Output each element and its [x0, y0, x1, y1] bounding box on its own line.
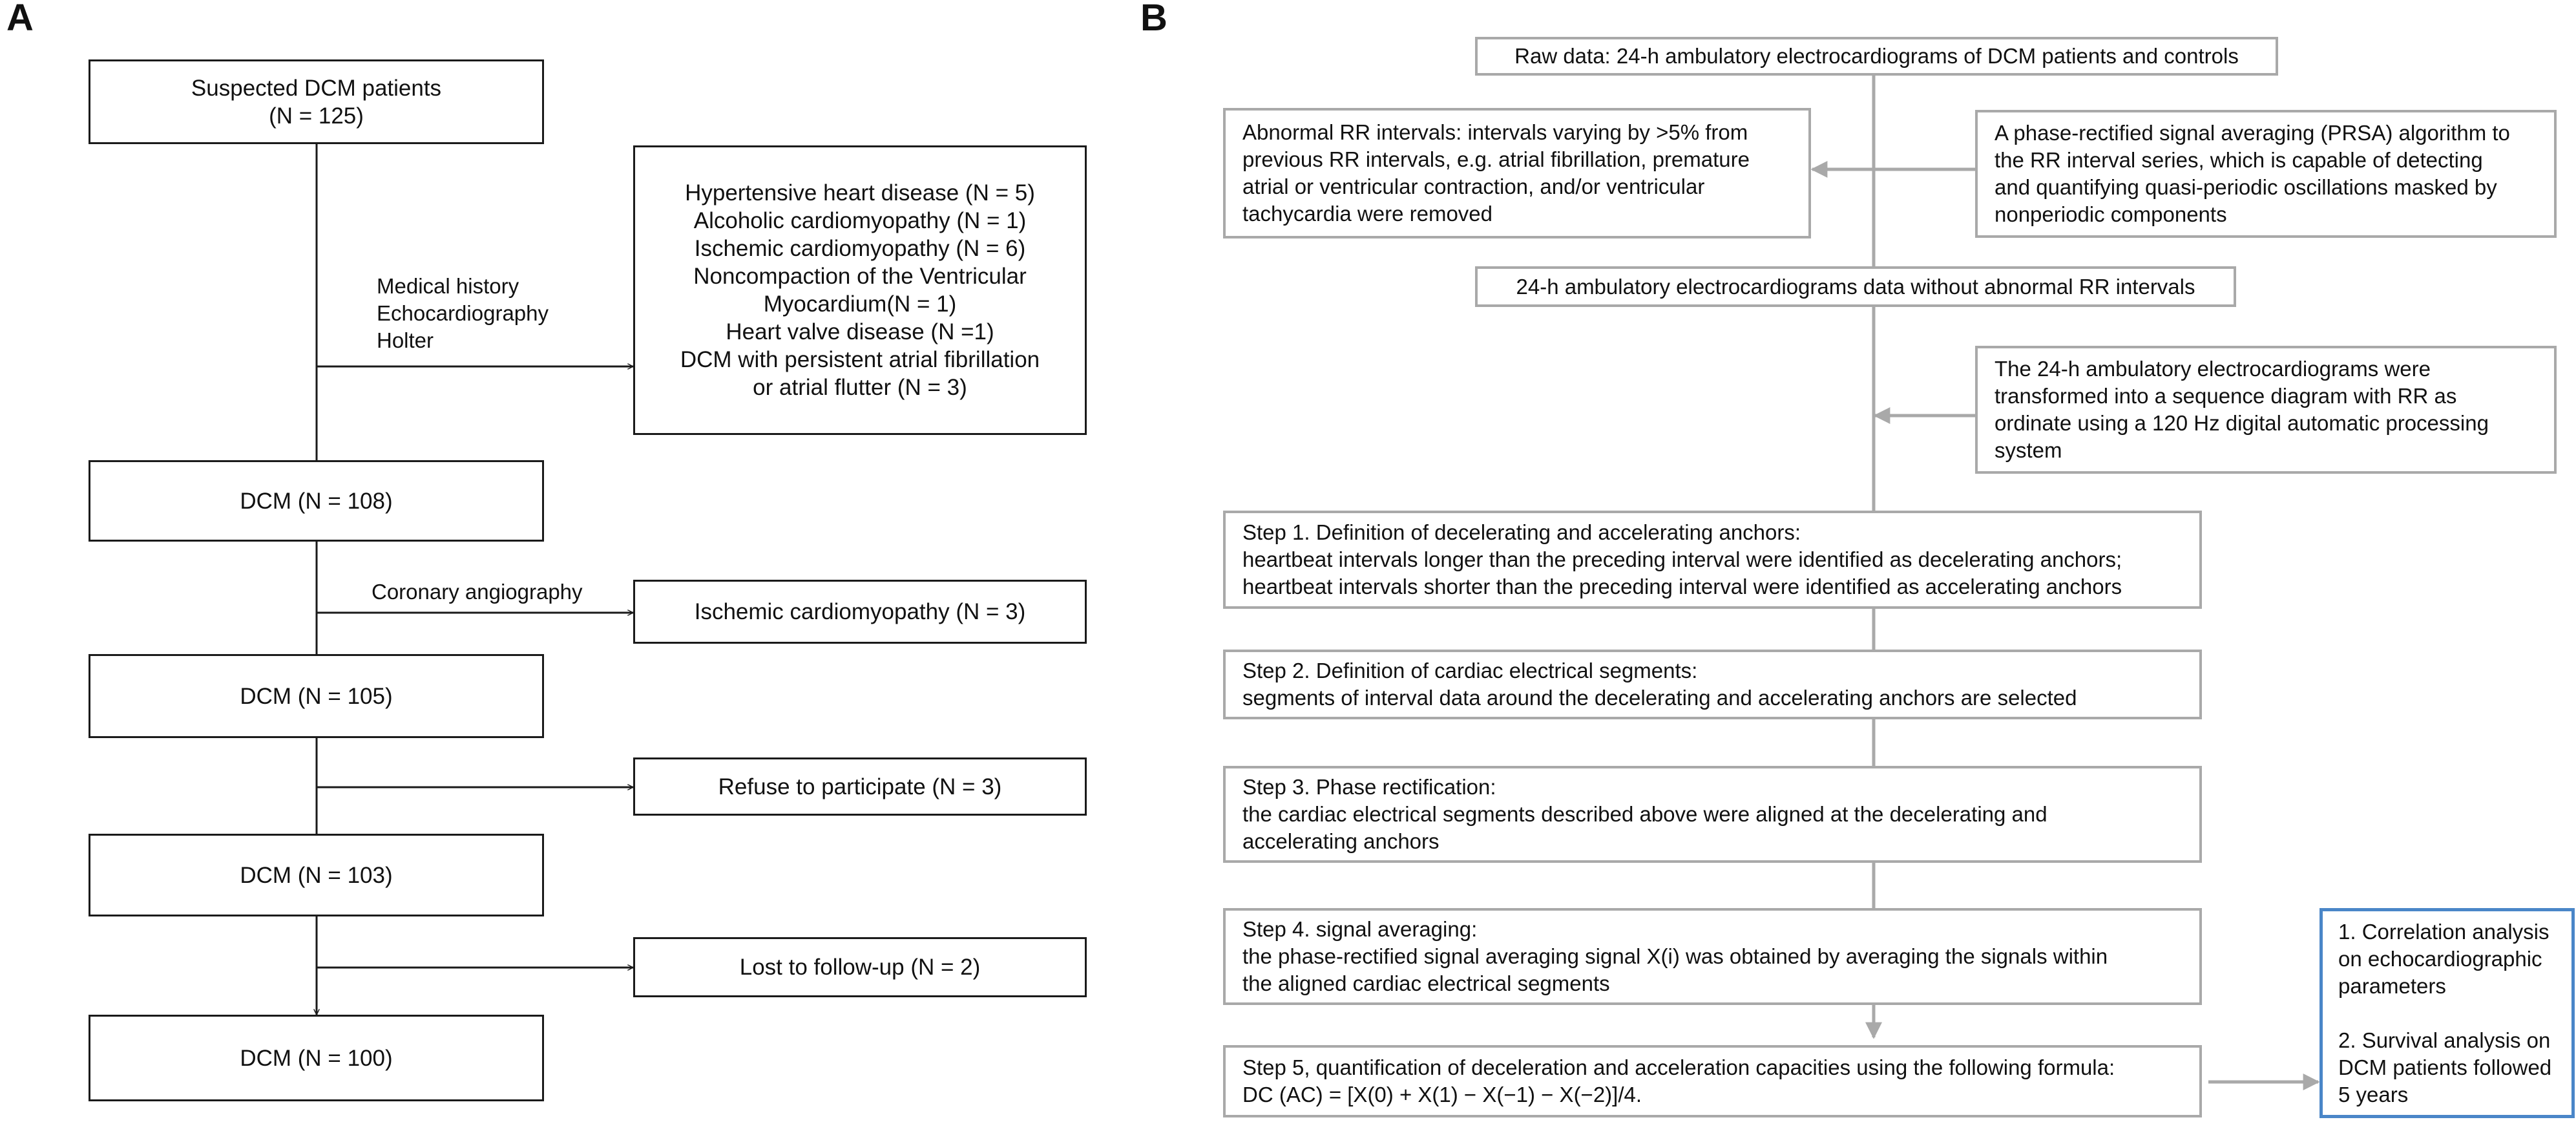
box-text: (N = 125) — [269, 103, 364, 129]
box-step-4 — [1223, 908, 2202, 1005]
box-text: Raw data: 24-h ambulatory electrocardiograms of DCM patients and controls — [1514, 44, 2239, 68]
box-text: the cardiac electrical segments described above were aligned at the decelerating and — [1242, 802, 2047, 826]
box-dcm-103 — [89, 834, 544, 916]
box-text: previous RR intervals, e.g. atrial fibrillation, premature — [1242, 147, 1750, 171]
label-screening-methods — [377, 273, 549, 354]
box-text: system — [1995, 438, 2062, 462]
box-step-3 — [1223, 766, 2202, 863]
box-text: DCM (N = 105) — [240, 683, 393, 709]
box-text: DCM (N = 103) — [240, 862, 393, 888]
box-transform-sequence — [1975, 346, 2557, 474]
box-text: heartbeat intervals shorter than the preceding interval were identified as accelerating anchors — [1242, 575, 2122, 598]
box-outcome-analyses — [2319, 908, 2575, 1118]
box-text: Step 4. signal averaging: — [1242, 917, 1478, 941]
box-refuse-to-participate — [633, 757, 1087, 816]
box-text: DC (AC) = [X(0) + X(1) − X(−1) − X(−2)]/4. — [1242, 1083, 1642, 1106]
box-raw-data — [1475, 37, 2278, 76]
box-text: DCM patients followed — [2338, 1055, 2552, 1079]
label-coronary-angiography: Coronary angiography — [372, 580, 583, 604]
box-text: transformed into a sequence diagram with RR as — [1995, 384, 2457, 408]
box-text: ordinate using a 120 Hz digital automatic processing — [1995, 411, 2489, 435]
label-text: Holter — [377, 328, 434, 352]
box-suspected-dcm — [89, 59, 544, 144]
box-text: Ischemic cardiomyopathy (N = 3) — [694, 599, 1026, 624]
box-text: 1. Correlation analysis — [2338, 919, 2550, 944]
box-excluded-diagnoses — [633, 145, 1087, 435]
box-text: segments of interval data around the decelerating and accelerating anchors are selected — [1242, 686, 2077, 710]
box-ischemic-cardiomyopathy — [633, 580, 1087, 644]
box-text: atrial or ventricular contraction, and/or ventricular — [1242, 175, 1705, 198]
box-text: Step 5, quantification of deceleration and acceleration capacities using the following formula: — [1242, 1055, 2115, 1079]
box-text: 2. Survival analysis on — [2338, 1028, 2551, 1052]
box-dcm-105 — [89, 654, 544, 738]
box-text: tachycardia were removed — [1242, 202, 1493, 226]
box-text: and quantifying quasi-periodic oscillations masked by — [1995, 175, 2497, 199]
box-text: parameters — [2338, 973, 2446, 998]
box-clean-ecg-data — [1475, 266, 2236, 307]
box-text: The 24-h ambulatory electrocardiograms were — [1995, 357, 2431, 381]
box-text: DCM with persistent atrial fibrillation — [680, 347, 1040, 372]
box-text: on echocardiographic — [2338, 946, 2542, 971]
panel-a-letter: A — [6, 0, 34, 39]
box-text: heartbeat intervals longer than the preceding interval were identified as decelerating anchors; — [1242, 547, 2122, 571]
box-text: Step 3. Phase rectification: — [1242, 775, 1496, 799]
box-text: or atrial flutter (N = 3) — [753, 375, 967, 400]
box-text: Step 1. Definition of decelerating and accelerating anchors: — [1242, 520, 1801, 544]
box-step-1 — [1223, 511, 2202, 609]
box-prsa-algorithm — [1975, 110, 2557, 238]
box-text: Alcoholic cardiomyopathy (N = 1) — [693, 208, 1027, 233]
box-dcm-100 — [89, 1015, 544, 1101]
box-text: the aligned cardiac electrical segments — [1242, 971, 1610, 995]
box-text: Myocardium(N = 1) — [763, 291, 957, 317]
label-text: Medical history — [377, 274, 519, 298]
box-text: Abnormal RR intervals: intervals varying by >5% from — [1242, 120, 1748, 144]
label-text: Echocardiography — [377, 301, 549, 325]
box-dcm-108 — [89, 460, 544, 542]
box-text: Ischemic cardiomyopathy (N = 6) — [694, 236, 1026, 261]
box-lost-to-follow-up — [633, 937, 1087, 997]
box-text: accelerating anchors — [1242, 829, 1440, 853]
box-step-5 — [1223, 1045, 2202, 1117]
box-text: Hypertensive heart disease (N = 5) — [685, 180, 1035, 206]
box-text: Heart valve disease (N =1) — [726, 319, 994, 344]
box-text: nonperiodic components — [1995, 202, 2227, 226]
box-text: 24-h ambulatory electrocardiograms data without abnormal RR intervals — [1516, 274, 2195, 299]
box-text: the RR interval series, which is capable of detecting — [1995, 148, 2483, 172]
box-text: Suspected DCM patients — [191, 75, 442, 101]
box-abnormal-rr-intervals — [1223, 108, 1811, 238]
box-text: the phase-rectified signal averaging signal X(i) was obtained by averaging the signals within — [1242, 944, 2108, 968]
box-step-2 — [1223, 650, 2202, 719]
box-text: A phase-rectified signal averaging (PRSA) algorithm to — [1995, 121, 2510, 145]
panel-b-letter: B — [1140, 0, 1168, 39]
box-text: DCM (N = 100) — [240, 1045, 393, 1071]
box-text: DCM (N = 108) — [240, 488, 393, 514]
box-text: Lost to follow-up (N = 2) — [739, 955, 981, 980]
box-text: Refuse to participate (N = 3) — [718, 774, 1002, 799]
box-text: 5 years — [2338, 1082, 2409, 1106]
box-text: Noncompaction of the Ventricular — [693, 264, 1027, 289]
box-text: Step 2. Definition of cardiac electrical segments: — [1242, 659, 1698, 683]
